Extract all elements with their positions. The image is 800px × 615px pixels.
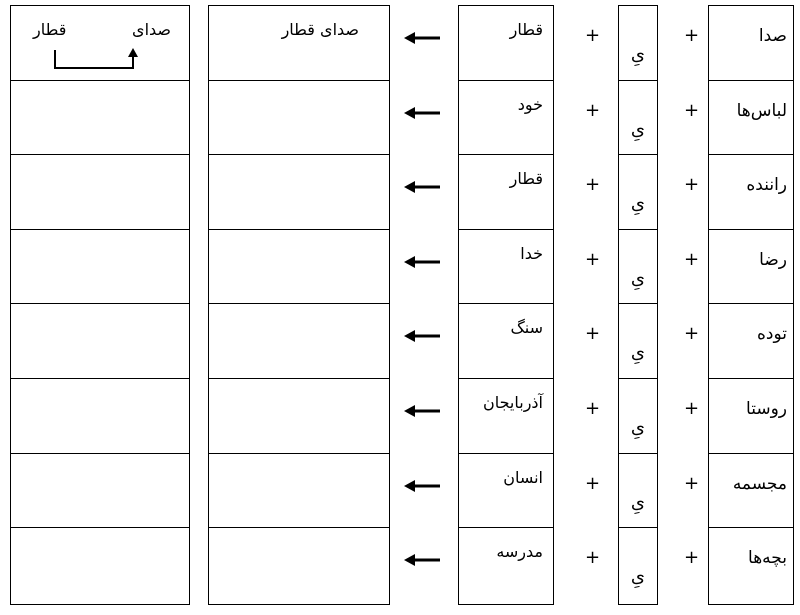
- suffix-text: یِ: [630, 566, 645, 588]
- example-dependent-text: قطار: [33, 20, 67, 39]
- left-arrow-icon: [402, 328, 442, 344]
- first-word-text: لباس‌ها: [736, 100, 787, 121]
- blank-cell[interactable]: [11, 304, 189, 379]
- first-word-text: توده: [757, 324, 787, 345]
- suffix-text: یِ: [630, 44, 645, 65]
- first-word-cell: [709, 379, 793, 454]
- first-word-cell: [709, 155, 793, 230]
- answer-cell[interactable]: [209, 379, 389, 454]
- second-words-column: [458, 5, 554, 605]
- second-word-text: خود: [517, 94, 543, 114]
- plus-sign: +: [585, 99, 601, 121]
- left-arrow-icon: [402, 403, 442, 419]
- blank-cell[interactable]: [11, 379, 189, 454]
- second-word-text: سنگ: [510, 318, 543, 338]
- example-hint-arrow: [51, 46, 151, 76]
- plus-sign: +: [684, 547, 700, 569]
- plus-sign: +: [684, 25, 700, 46]
- blank-cell[interactable]: [11, 230, 189, 305]
- example-head-text: صدای: [132, 20, 171, 39]
- second-word-text: مدرسه: [496, 542, 543, 562]
- first-word-cell: [709, 454, 793, 529]
- blank-cell[interactable]: [11, 6, 189, 81]
- suffix-cell: [619, 454, 657, 529]
- plus-sign: +: [684, 398, 700, 419]
- suffix-text: یِ: [630, 193, 645, 215]
- blank-cell[interactable]: [11, 155, 189, 230]
- answer-cell[interactable]: [209, 304, 389, 379]
- blank-cell[interactable]: [11, 454, 189, 529]
- first-word-cell: [709, 81, 793, 156]
- plus-sign: +: [684, 99, 700, 121]
- plus-sign: +: [585, 174, 601, 196]
- answers-column[interactable]: [208, 5, 390, 605]
- left-arrow-icon: [402, 478, 442, 494]
- suffix-column: [618, 5, 658, 605]
- plus-sign: +: [684, 472, 700, 494]
- first-word-cell: [709, 230, 793, 305]
- second-word-text: خدا: [520, 243, 543, 263]
- left-arrow-icon: [402, 254, 442, 270]
- second-word-cell: [459, 379, 553, 454]
- suffix-text: یِ: [630, 491, 645, 513]
- left-arrow-icon: [402, 552, 442, 568]
- suffix-cell: [619, 81, 657, 156]
- first-word-text: مجسمه: [732, 473, 787, 494]
- second-word-cell: [459, 304, 553, 379]
- answer-cell[interactable]: [209, 454, 389, 529]
- answer-cell[interactable]: [209, 81, 389, 156]
- suffix-text: یِ: [630, 118, 645, 140]
- second-word-cell: [459, 155, 553, 230]
- answer-cell[interactable]: [209, 6, 389, 81]
- first-word-text: رضا: [759, 249, 787, 270]
- left-arrow-icon: [402, 30, 442, 46]
- first-words-column: [708, 5, 794, 605]
- second-word-cell: [459, 6, 553, 81]
- second-word-text: انسان: [503, 467, 543, 487]
- second-word-cell: [459, 230, 553, 305]
- suffix-cell: [619, 230, 657, 305]
- blank-cell[interactable]: [11, 81, 189, 156]
- suffix-text: یِ: [630, 417, 645, 438]
- plus-sign: +: [684, 248, 700, 270]
- second-word-cell: [459, 528, 553, 603]
- second-word-cell: [459, 81, 553, 156]
- suffix-cell: [619, 6, 657, 81]
- first-word-text: صدا: [758, 26, 787, 46]
- second-word-text: آذربایجان: [482, 393, 543, 412]
- first-word-text: بچه‌ها: [748, 548, 787, 569]
- suffix-cell: [619, 528, 657, 603]
- second-word-cell: [459, 454, 553, 529]
- plus-sign: +: [585, 25, 601, 46]
- answer-text: صدای قطار: [281, 20, 359, 39]
- suffix-cell: [619, 155, 657, 230]
- answer-cell[interactable]: [209, 155, 389, 230]
- plus-sign: +: [684, 323, 700, 345]
- answer-cell[interactable]: [209, 528, 389, 603]
- plus-sign: +: [585, 248, 601, 270]
- plus-sign: +: [585, 472, 601, 494]
- first-word-cell: [709, 6, 793, 81]
- first-word-text: راننده: [746, 175, 787, 196]
- plus-sign: +: [684, 174, 700, 196]
- left-arrow-icon: [402, 105, 442, 121]
- answer-cell[interactable]: [209, 230, 389, 305]
- suffix-cell: [619, 304, 657, 379]
- suffix-text: یِ: [630, 342, 645, 364]
- left-arrow-icon: [402, 179, 442, 195]
- suffix-text: یِ: [630, 267, 645, 289]
- first-word-text: روستا: [746, 399, 787, 419]
- plus-sign: +: [585, 323, 601, 345]
- second-word-text: قطار: [509, 20, 543, 39]
- example-column[interactable]: [10, 5, 190, 605]
- plus-sign: +: [585, 547, 601, 569]
- second-word-text: قطار: [509, 169, 543, 189]
- suffix-cell: [619, 379, 657, 454]
- blank-cell[interactable]: [11, 528, 189, 603]
- plus-sign: +: [585, 398, 601, 419]
- first-word-cell: [709, 304, 793, 379]
- first-word-cell: [709, 528, 793, 603]
